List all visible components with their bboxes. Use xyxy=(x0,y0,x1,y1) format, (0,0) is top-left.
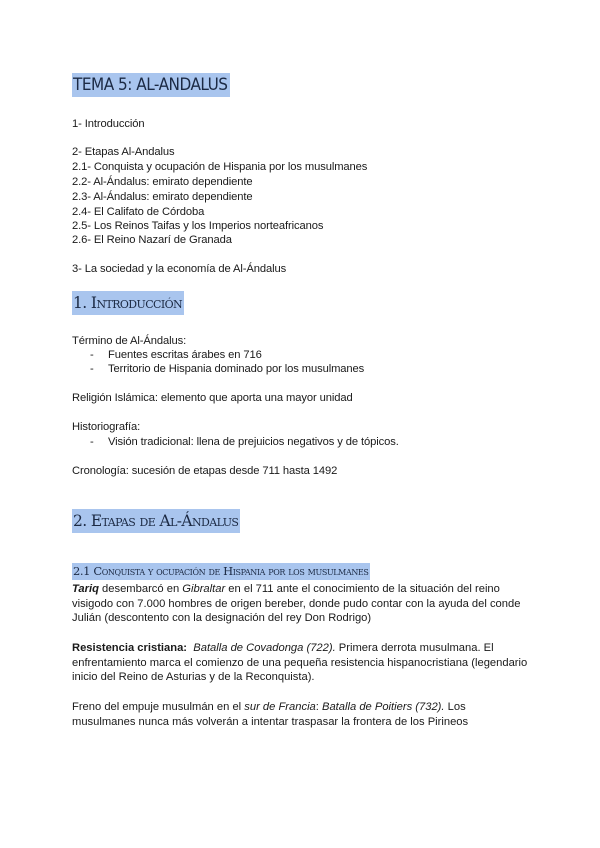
covadonga-battle: Batalla de Covadonga (722). xyxy=(193,642,336,654)
paragraph-line: Julián (descontento con la designación del rey Don Rodrigo) xyxy=(72,612,372,625)
text-run: en el 711 ante el conocimiento de la situación del reino xyxy=(225,583,500,595)
toc-etapas: 2- Etapas Al-Andalus xyxy=(72,146,175,158)
historiografia-label: Historiografía: xyxy=(72,421,141,433)
termino-label: Término de Al-Ándalus: xyxy=(72,335,187,347)
paragraph-line: inicio del Reino de Asturias y de la Reconquista). xyxy=(72,671,315,684)
paragraph-line xyxy=(72,700,534,715)
section-heading-etapas: 2. Etapas de Al-Ándalus xyxy=(72,509,240,533)
document-title: TEMA 5: AL-ANDALUS xyxy=(73,75,228,95)
bullet-dash: - xyxy=(90,363,94,375)
paragraph-freno xyxy=(72,700,534,729)
paragraph-line xyxy=(72,641,534,656)
poitiers-battle: Batalla de Poitiers (732). xyxy=(322,701,445,713)
bullet-dash: - xyxy=(90,436,94,448)
paragraph-line: musulmanes nunca más volverán a intentar traspasar la frontera de los Pirineos xyxy=(72,715,469,728)
bullet-dash: - xyxy=(90,349,94,361)
toc-item: 2.1- Conquista y ocupación de Hispania por los musulmanes xyxy=(72,161,368,173)
religion-line: Religión Islámica: elemento que aporta una mayor unidad xyxy=(72,392,353,404)
toc-intro: 1- Introducción xyxy=(72,118,145,130)
text-run: : xyxy=(315,701,322,713)
text-run: desembarcó en xyxy=(98,583,183,595)
historiografia-item: Visión tradicional: llena de prejuicios negativos y de tópicos. xyxy=(108,436,399,448)
termino-item: Territorio de Hispania dominado por los musulmanes xyxy=(108,363,365,375)
toc-item: 2.5- Los Reinos Taifas y los Imperios norteafricanos xyxy=(72,220,324,232)
text-run: Primera derrota musulmana. El xyxy=(335,642,494,654)
paragraph-line: visigodo con 7.000 hombres de origen bereber, donde pudo contar con la ayuda del conde xyxy=(72,597,521,610)
section-heading-introduccion: 1. Introducción xyxy=(72,291,184,315)
gibraltar-place: Gibraltar xyxy=(182,583,226,595)
subsection-heading-conquista: 2.1 Conquista y ocupación de Hispania por los musulmanes xyxy=(73,564,369,578)
toc-item: 2.4- El Califato de Córdoba xyxy=(72,206,205,218)
cronologia-line: Cronología: sucesión de etapas desde 711 hasta 1492 xyxy=(72,465,338,477)
toc-item: 2.6- El Reino Nazarí de Granada xyxy=(72,234,232,246)
paragraph-resistencia xyxy=(72,641,534,685)
toc-item: 2.3- Al-Ándalus: emirato dependiente xyxy=(72,191,253,203)
paragraph-tariq xyxy=(72,582,534,626)
paragraph-line: enfrentamiento marca el comienzo de una pequeña resistencia hispanocristiana (legendario xyxy=(72,656,528,669)
resistencia-label: Resistencia cristiana: xyxy=(72,642,188,654)
toc-item: 2.2- Al-Ándalus: emirato dependiente xyxy=(72,176,253,188)
toc-sociedad: 3- La sociedad y la economía de Al-Ándalus xyxy=(72,263,287,275)
sur-francia: sur de Francia xyxy=(244,701,316,713)
termino-item: Fuentes escritas árabes en 716 xyxy=(108,349,262,361)
text-run: Los xyxy=(444,701,466,713)
paragraph-line xyxy=(72,582,534,597)
text-run: Freno del empuje musulmán en el xyxy=(72,701,245,713)
tariq-name: Tariq xyxy=(72,583,99,595)
